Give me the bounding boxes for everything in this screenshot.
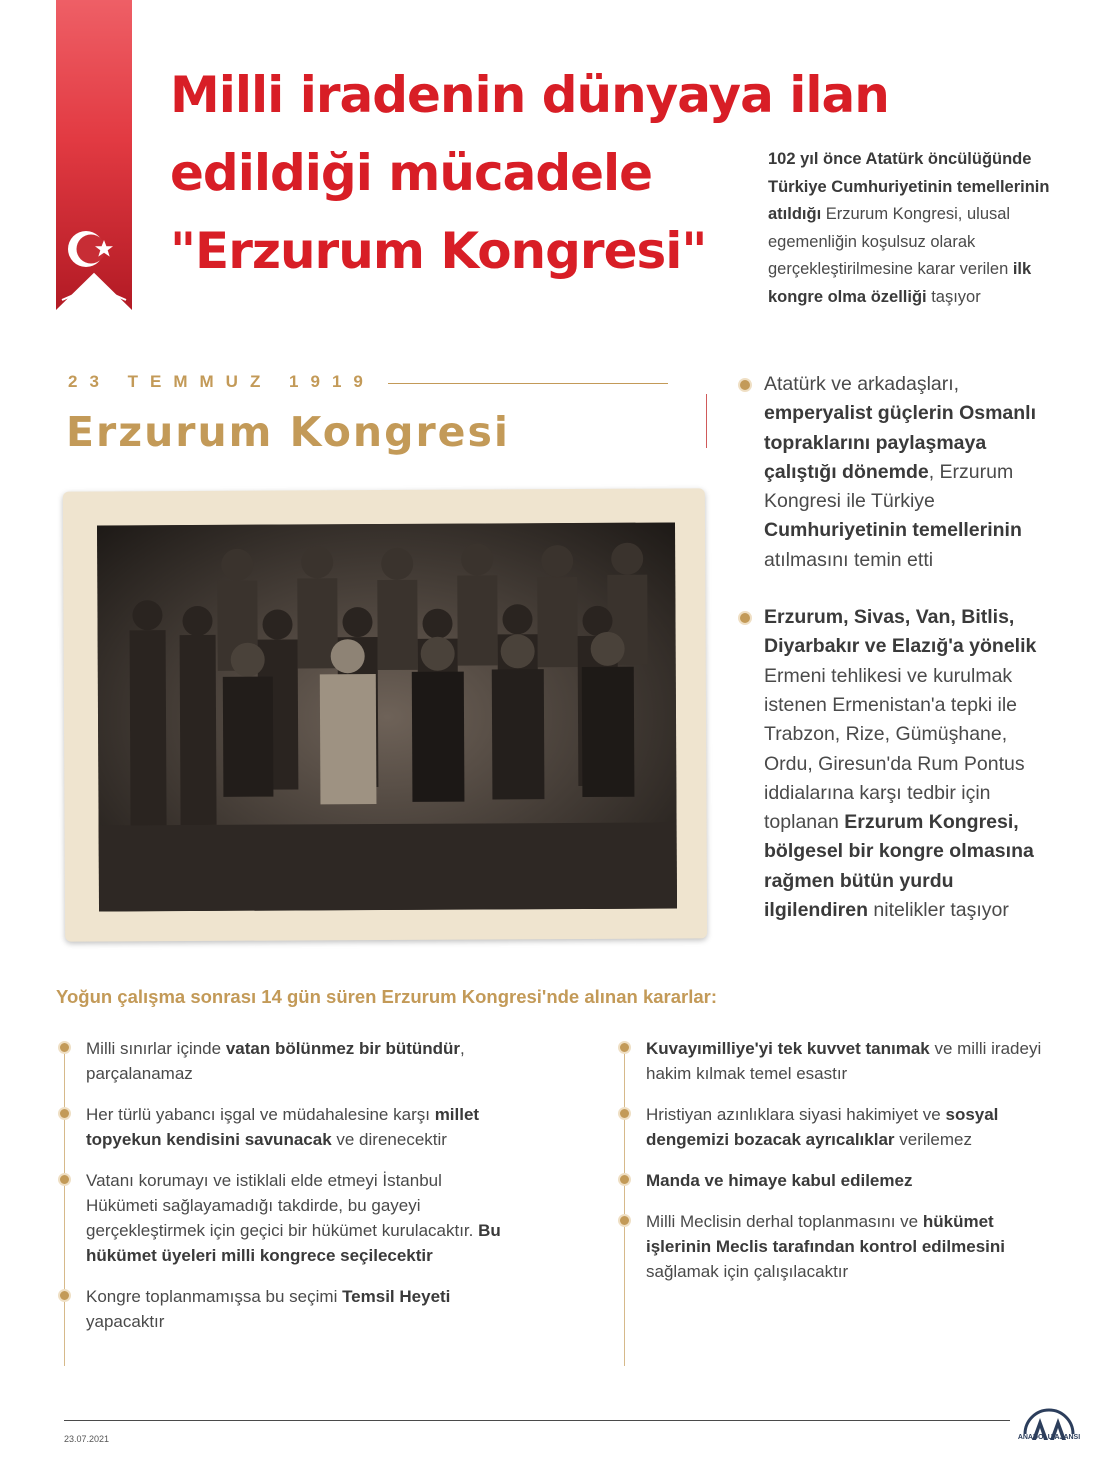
title-line-3: "Erzurum Kongresi" <box>170 222 707 280</box>
title-line-2: edildiği mücadele <box>170 144 653 202</box>
decision-item <box>618 1102 1058 1152</box>
bullet-dot-icon <box>58 1173 71 1186</box>
decision-bold: hükümet işlerinin Meclis tarafından kontrol edilmesini <box>646 1212 1005 1256</box>
chevron-decoration-icon <box>60 284 128 302</box>
footer-date: 23.07.2021 <box>64 1434 110 1444</box>
decision-item <box>58 1102 508 1152</box>
decision-bold: Bu hükümet üyeleri milli kongrece seçilecektir <box>86 1221 501 1265</box>
anadolu-ajansi-logo-icon <box>1018 1396 1080 1456</box>
vertical-divider <box>706 394 707 448</box>
section-title: Erzurum Kongresi <box>66 408 510 456</box>
photo-image <box>97 522 677 911</box>
decision-text: Her türlü yabancı işgal ve müdahalesine karşı <box>86 1105 435 1124</box>
decision-bold: vatan bölünmez bir bütündür <box>225 1039 461 1058</box>
decision-item <box>58 1284 508 1334</box>
decision-item <box>618 1168 1058 1193</box>
intro-bold-1: 102 yıl önce Atatürk öncülüğünde Türkiye Cumhuriyetinin temellerinin atıldığı <box>768 150 1050 223</box>
section-date: 23 TEMMUZ 1919 <box>68 372 375 391</box>
decision-item <box>58 1036 508 1086</box>
bullet-bold: Erzurum, Sivas, Van, Bitlis, Diyarbakır ve Elazığ'a yönelik <box>764 606 1037 658</box>
decision-item <box>618 1036 1058 1086</box>
decisions-right-list <box>618 1036 1058 1300</box>
bullet-bold: Cumhuriyetinin temellerinin <box>764 519 1022 542</box>
title-line-1: Milli iradenin dünyaya ilan <box>170 66 889 124</box>
decision-item <box>58 1168 508 1268</box>
side-bullet-list <box>738 370 1058 953</box>
bullet-text: Atatürk ve arkadaşları, <box>764 373 960 395</box>
decision-bold: Kuvayımilliye'yi tek kuvvet tanımak <box>646 1039 930 1058</box>
group-photo-icon <box>97 522 677 911</box>
decision-text: Milli Meclisin derhal toplanmasını ve <box>646 1212 923 1231</box>
decision-text: Vatanı korumayı ve istiklali elde etmeyi İstanbul Hükümeti sağlayamadığı takdirde, bu gayeyi gerçekleştirmek için geçici bir hükümet kurulacaktır. <box>86 1171 479 1240</box>
decision-bold: millet topyekun kendisini savunacak <box>86 1105 480 1149</box>
historic-photo <box>63 488 707 941</box>
decision-text: Milli sınırlar içinde <box>86 1039 226 1058</box>
decision-text: verilemez <box>894 1130 972 1149</box>
decision-text: ve direnecektir <box>331 1130 447 1149</box>
bullet-text: atılmasını temin etti <box>764 548 934 571</box>
bullet-dot-icon <box>618 1041 631 1054</box>
decisions-heading: Yoğun çalışma sonrası 14 gün süren Erzurum Kongresi'nde alınan kararlar: <box>56 986 717 1007</box>
footer-divider <box>64 1420 1010 1421</box>
bullet-dot-icon <box>738 611 752 625</box>
logo-text: ANADOLU AJANSI <box>1017 1434 1081 1441</box>
decision-item <box>618 1209 1058 1284</box>
intro-bold-2: ilk kongre olma özelliği <box>768 260 1032 306</box>
decision-text: sağlamak için çalışılacaktır <box>646 1262 849 1281</box>
decision-text: , parçalanamaz <box>86 1039 465 1083</box>
bullet-text: nitelikler taşıyor <box>868 899 1009 922</box>
decisions-left-list <box>58 1036 508 1350</box>
intro-text-1: Erzurum Kongresi, ulusal egemenliğin koşulsuz olarak gerçekleştirilmesine karar verilen <box>768 205 1013 278</box>
intro-text-2: taşıyor <box>926 287 981 306</box>
decision-text: Kongre toplanmamışsa bu seçimi <box>86 1287 343 1306</box>
side-bullet-item <box>738 603 1058 925</box>
bullet-dot-icon <box>618 1107 631 1120</box>
bullet-dot-icon <box>618 1214 631 1227</box>
decision-bold: sosyal dengemizi bozacak ayrıcalıklar <box>646 1105 999 1149</box>
bullet-text: Ermeni tehlikesi ve kurulmak istenen Ermenistan'a tepki ile Trabzon, Rize, Gümüşhane, Ordu, Giresun'da Rum Pontus iddialarına karşı tedbir için toplanan <box>764 664 1025 834</box>
decision-text: Hristiyan azınlıklara siyasi hakimiyet ve <box>646 1105 946 1124</box>
bullet-text: , Erzurum Kongresi ile Türkiye <box>764 460 1014 513</box>
bullet-bold: Erzurum Kongresi, bölgesel bir kongre olmasına rağmen bütün yurdu ilgilendiren <box>764 811 1034 922</box>
intro-paragraph <box>768 146 1058 311</box>
page-title <box>170 56 889 290</box>
crescent-star-icon <box>64 224 114 274</box>
decision-text: yapacaktır <box>86 1312 165 1331</box>
bullet-bold: emperyalist güçlerin Osmanlı topraklarını paylaşmaya çalıştığı dönemde <box>764 402 1037 483</box>
date-divider <box>388 383 668 384</box>
bullet-dot-icon <box>58 1289 71 1302</box>
side-bullet-item <box>738 370 1058 575</box>
decision-bold: Manda ve himaye kabul edilemez <box>646 1171 913 1190</box>
decision-bold: Temsil Heyeti <box>342 1287 451 1306</box>
decision-text: ve milli iradeyi hakim kılmak temel esastır <box>646 1039 1042 1083</box>
bullet-dot-icon <box>58 1107 71 1120</box>
bullet-dot-icon <box>58 1041 71 1054</box>
bullet-dot-icon <box>738 378 752 392</box>
bullet-dot-icon <box>618 1173 631 1186</box>
